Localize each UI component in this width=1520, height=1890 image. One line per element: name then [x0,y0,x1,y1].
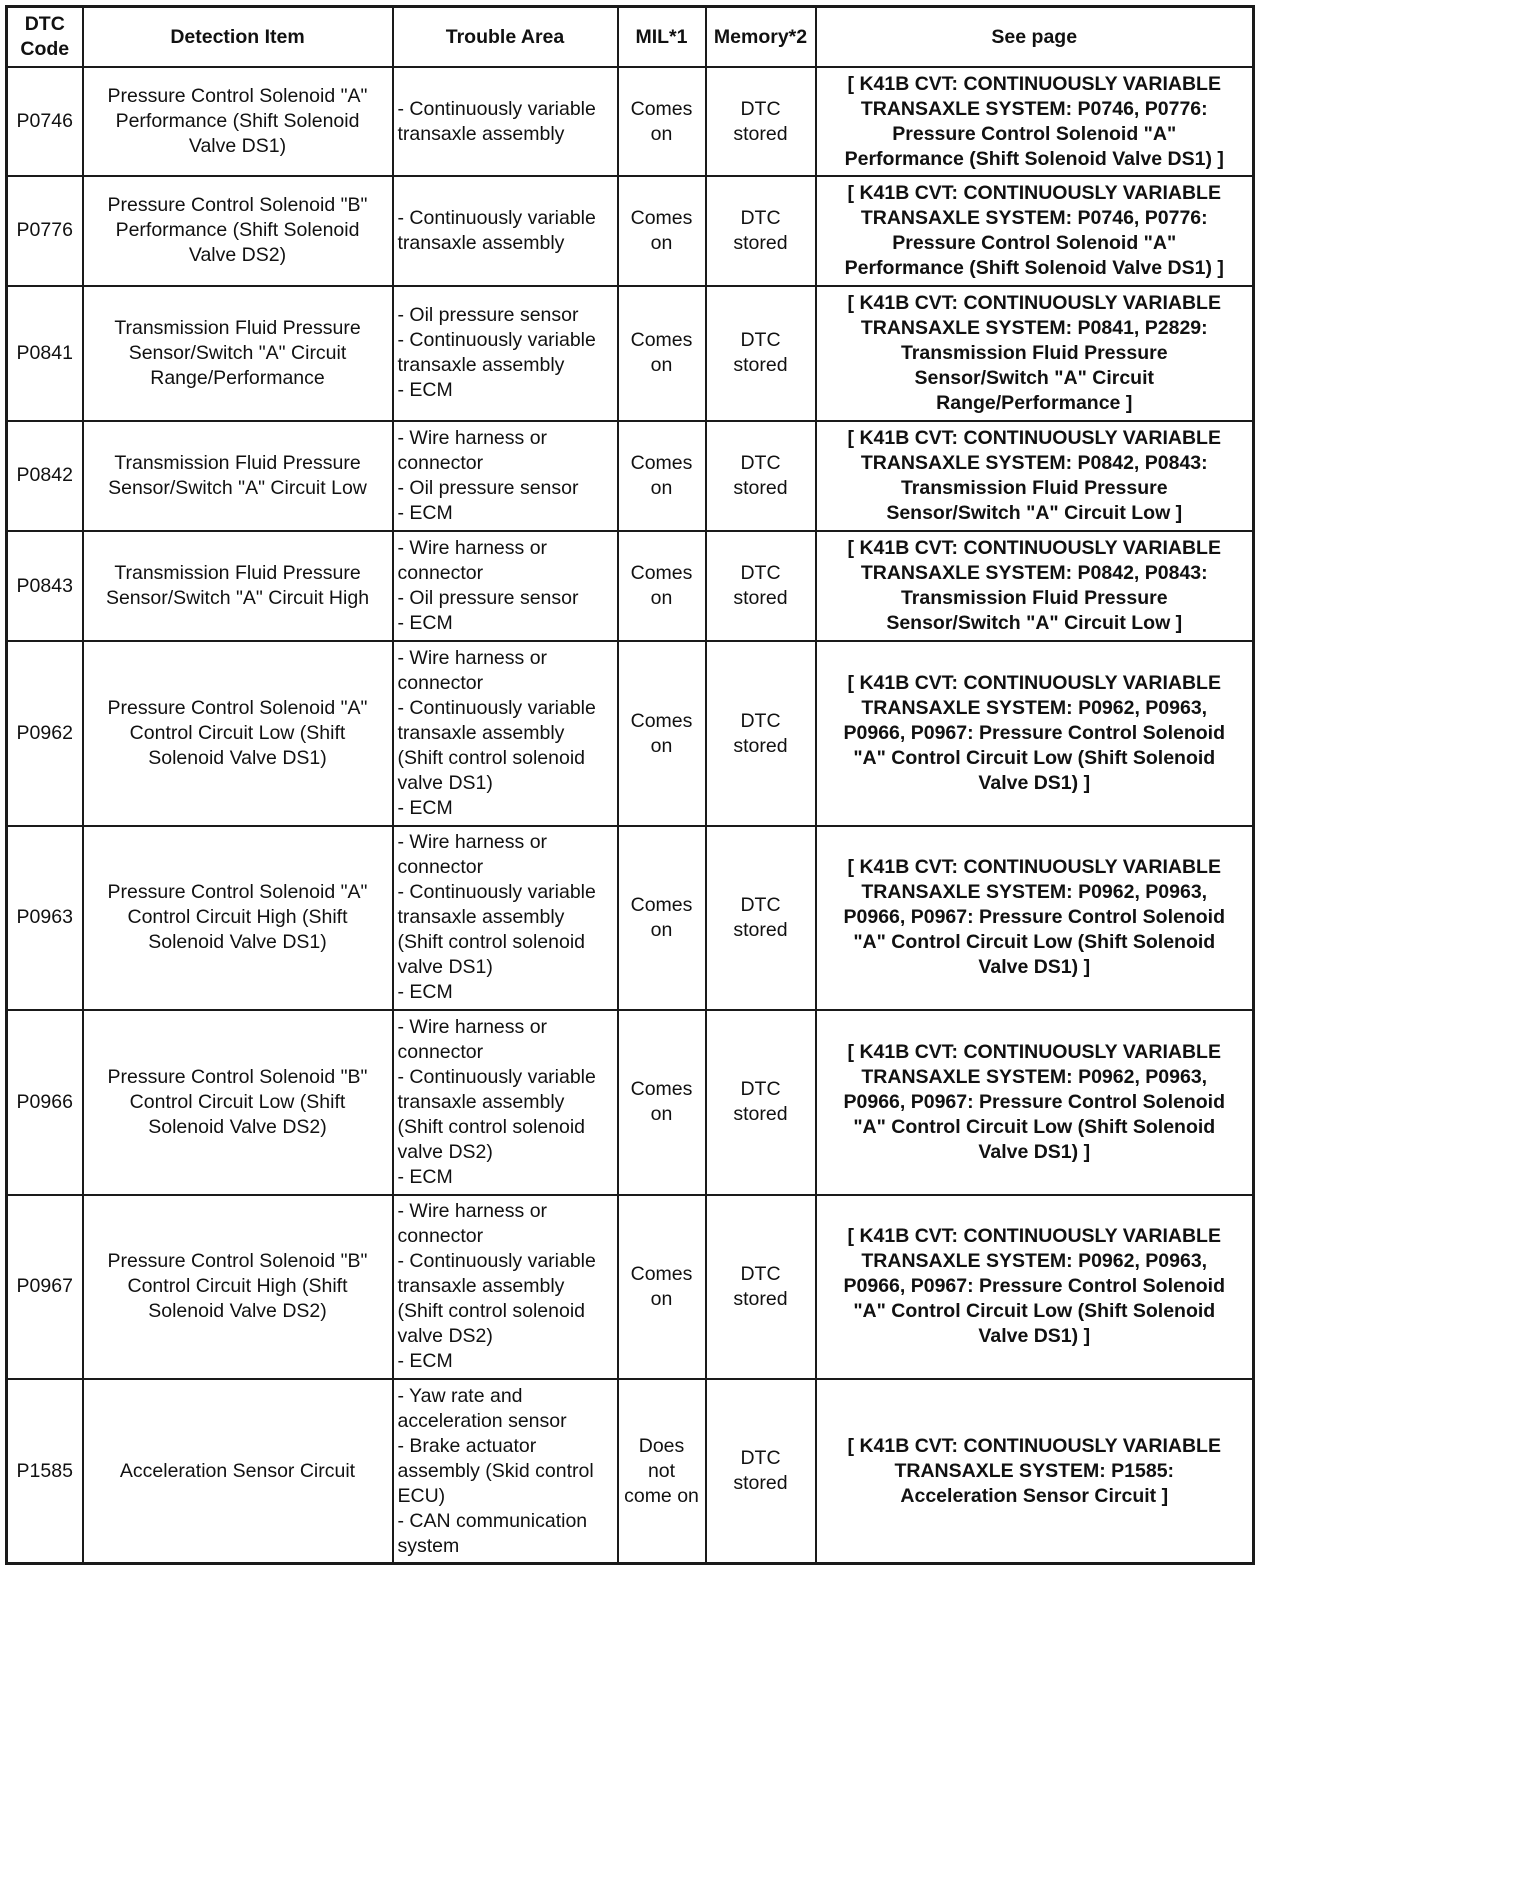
mil-cell-line: not [647,1459,676,1482]
see-page-cell-line: "A" Control Circuit Low (Shift Solenoid [853,931,1216,954]
see-page-cell-line: P0966, P0967: Pressure Control Solenoid [843,1090,1225,1113]
mil-cell-line: Comes [630,562,693,585]
trouble-area-cell-line: transaxle assembly [397,722,565,745]
detection-item-cell [83,1379,393,1564]
memory-cell [706,1379,816,1564]
detection-item-cell-line: Performance (Shift Solenoid [115,219,360,242]
see-page-cell [816,286,1254,421]
mil-cell [618,641,706,825]
memory-cell [706,421,816,531]
header-dtc-code-line-1: DTC [24,13,65,35]
header-detection-item: Detection Item [83,7,393,68]
trouble-area-cell-line: ECU) [397,1484,446,1507]
detection-item-cell-line: Pressure Control Solenoid "B" [107,1065,368,1088]
dtc-code-cell: P0967 [7,1195,83,1379]
mil-cell-line: on [650,734,673,757]
trouble-area-cell-line: - Wire harness or [397,831,548,854]
see-page-cell-line: "A" Control Circuit Low (Shift Solenoid [853,1115,1216,1138]
table-row [7,641,1254,825]
table-row [7,1379,1254,1564]
memory-cell [706,176,816,285]
see-page-cell-line: P0966, P0967: Pressure Control Solenoid [843,722,1225,745]
detection-item-cell-line: Solenoid Valve DS1) [148,931,327,954]
mil-cell [618,67,706,176]
trouble-area-cell-line: valve DS1) [397,956,493,979]
detection-item-cell-line: Sensor/Switch "A" Circuit Low [108,476,367,499]
memory-cell [706,531,816,641]
see-page-cell-line: Range/Performance ] [936,391,1133,414]
see-page-cell-line: P0966, P0967: Pressure Control Solenoid [843,1275,1225,1298]
mil-cell-line: Comes [630,329,693,352]
memory-cell [706,67,816,176]
detection-item-cell-line: Transmission Fluid Pressure [114,316,361,339]
trouble-area-cell-line: transaxle assembly [397,1090,565,1113]
detection-item-cell [83,1195,393,1379]
detection-item-cell-line: Solenoid Valve DS2) [148,1300,327,1323]
trouble-area-cell-line: - ECM [397,612,453,635]
see-page-cell-line: Sensor/Switch "A" Circuit Low ] [886,501,1183,524]
detection-item-cell-line: Transmission Fluid Pressure [114,562,361,585]
trouble-area-cell-line: (Shift control solenoid [397,1300,586,1323]
trouble-area-cell-line: - Continuously variable [397,1250,596,1273]
dtc-code-cell: P0962 [7,641,83,825]
trouble-area-cell [393,176,618,285]
mil-cell-line: Comes [630,1262,693,1285]
see-page-cell-line: Transmission Fluid Pressure [900,587,1168,610]
trouble-area-cell-line: - Oil pressure sensor [397,476,579,499]
memory-cell [706,1010,816,1194]
memory-cell-line: DTC [740,562,781,585]
see-page-cell [816,826,1254,1010]
trouble-area-cell-line: - Wire harness or [397,1015,548,1038]
trouble-area-cell-line: connector [397,856,484,879]
memory-cell-line: stored [733,1287,788,1310]
header-dtc-code [7,7,83,68]
trouble-area-cell-line: - Oil pressure sensor [397,304,579,327]
mil-cell-line: Comes [630,709,693,732]
header-see-page: See page [816,7,1254,68]
mil-cell-line: on [650,354,673,377]
trouble-area-cell-line: valve DS1) [397,772,493,795]
trouble-area-cell-line: valve DS2) [397,1140,493,1163]
trouble-area-cell [393,641,618,825]
header-mil: MIL*1 [618,7,706,68]
mil-cell-line: come on [624,1484,699,1507]
mil-cell [618,286,706,421]
mil-cell-line: on [650,231,673,254]
trouble-area-cell [393,531,618,641]
detection-item-cell-line: Valve DS2) [188,244,287,267]
memory-cell-line: stored [733,231,788,254]
mil-cell-line: Comes [630,97,693,120]
memory-cell [706,826,816,1010]
trouble-area-cell-line: - Continuously variable [397,697,596,720]
memory-cell-line: DTC [740,709,781,732]
trouble-area-cell-line: connector [397,672,484,695]
trouble-area-cell-line: - Yaw rate and [397,1384,523,1407]
see-page-cell-line: [ K41B CVT: CONTINUOUSLY VARIABLE [847,1434,1221,1457]
memory-cell-line: DTC [740,1078,781,1101]
dtc-code-cell: P0776 [7,176,83,285]
trouble-area-cell-line: - ECM [397,1350,453,1373]
trouble-area-cell [393,421,618,531]
detection-item-cell-line: Pressure Control Solenoid "A" [107,881,368,904]
trouble-area-cell-line: (Shift control solenoid [397,931,586,954]
dtc-code-cell: P0966 [7,1010,83,1194]
trouble-area-cell [393,1195,618,1379]
see-page-cell-line: "A" Control Circuit Low (Shift Solenoid [853,747,1216,770]
see-page-cell-line: TRANSAXLE SYSTEM: P0746, P0776: [860,97,1208,120]
see-page-cell-line: [ K41B CVT: CONTINUOUSLY VARIABLE [847,1225,1221,1248]
memory-cell-line: DTC [740,206,781,229]
memory-cell-line: stored [733,918,788,941]
memory-cell-line: DTC [740,451,781,474]
trouble-area-cell-line: - Brake actuator [397,1434,537,1457]
see-page-cell-line: [ K41B CVT: CONTINUOUSLY VARIABLE [847,672,1221,695]
trouble-area-cell-line: - Oil pressure sensor [397,587,579,610]
trouble-area-cell-line: - Continuously variable [397,97,596,120]
memory-cell-line: stored [733,476,788,499]
see-page-cell [816,1010,1254,1194]
see-page-cell-line: Pressure Control Solenoid "A" [892,231,1177,254]
memory-cell-line: DTC [740,329,781,352]
see-page-cell [816,176,1254,285]
mil-cell [618,531,706,641]
trouble-area-cell-line: transaxle assembly [397,122,565,145]
table-row [7,1195,1254,1379]
header-dtc-code-line-2: Code [20,38,70,60]
see-page-cell-line: Transmission Fluid Pressure [900,476,1168,499]
dtc-table [5,5,1255,1565]
trouble-area-cell-line: connector [397,1040,484,1063]
trouble-area-cell-line: valve DS2) [397,1325,493,1348]
memory-cell [706,286,816,421]
detection-item-cell [83,1010,393,1194]
detection-item-cell-line: Performance (Shift Solenoid [115,110,360,133]
trouble-area-cell-line: assembly (Skid control [397,1459,594,1482]
see-page-cell-line: [ K41B CVT: CONTINUOUSLY VARIABLE [847,72,1221,95]
trouble-area-cell-line: - ECM [397,501,453,524]
trouble-area-cell-line: transaxle assembly [397,906,565,929]
see-page-cell [816,1379,1254,1564]
table-row [7,421,1254,531]
see-page-cell-line: Performance (Shift Solenoid Valve DS1) ] [844,256,1224,279]
table-header-row [7,7,1254,68]
memory-cell-line: stored [733,354,788,377]
see-page-cell [816,641,1254,825]
table-row [7,826,1254,1010]
see-page-cell-line: TRANSAXLE SYSTEM: P0841, P2829: [860,316,1208,339]
trouble-area-cell-line: connector [397,1225,484,1248]
see-page-cell-line: "A" Control Circuit Low (Shift Solenoid [853,1300,1216,1323]
see-page-cell-line: TRANSAXLE SYSTEM: P0962, P0963, [861,881,1208,904]
trouble-area-cell [393,286,618,421]
memory-cell [706,1195,816,1379]
see-page-cell-line: [ K41B CVT: CONTINUOUSLY VARIABLE [847,426,1221,449]
detection-item-cell-line: Solenoid Valve DS1) [148,747,327,770]
table-row [7,286,1254,421]
mil-cell-line: on [650,587,673,610]
dtc-code-cell: P0842 [7,421,83,531]
see-page-cell-line: TRANSAXLE SYSTEM: P0746, P0776: [860,206,1208,229]
detection-item-cell-line: Range/Performance [150,366,325,389]
trouble-area-cell-line: - Wire harness or [397,1200,548,1223]
header-trouble-area: Trouble Area [393,7,618,68]
table-body [7,67,1254,1564]
table-row [7,67,1254,176]
trouble-area-cell-line: transaxle assembly [397,1275,565,1298]
mil-cell-line: on [650,1103,673,1126]
detection-item-cell-line: Sensor/Switch "A" Circuit High [105,587,370,610]
see-page-cell-line: Transmission Fluid Pressure [900,341,1168,364]
trouble-area-cell-line: connector [397,562,484,585]
mil-cell [618,826,706,1010]
mil-cell-line: Does [638,1434,685,1457]
table-row [7,1010,1254,1194]
mil-cell-line: Comes [630,1078,693,1101]
mil-cell [618,1010,706,1194]
trouble-area-cell [393,826,618,1010]
see-page-cell-line: Valve DS1) ] [978,1325,1091,1348]
see-page-cell-line: Valve DS1) ] [978,1140,1091,1163]
trouble-area-cell-line: connector [397,451,484,474]
detection-item-cell-line: Solenoid Valve DS2) [148,1115,327,1138]
see-page-cell-line: Acceleration Sensor Circuit ] [900,1484,1169,1507]
memory-cell-line: DTC [740,1262,781,1285]
trouble-area-cell-line: - ECM [397,797,453,820]
table-row [7,531,1254,641]
see-page-cell-line: TRANSAXLE SYSTEM: P1585: [894,1459,1175,1482]
detection-item-cell-line: Pressure Control Solenoid "B" [107,1250,368,1273]
trouble-area-cell-line: - Wire harness or [397,647,548,670]
see-page-cell-line: P0966, P0967: Pressure Control Solenoid [843,906,1225,929]
table-row [7,176,1254,285]
mil-cell-line: on [650,476,673,499]
detection-item-cell [83,176,393,285]
trouble-area-cell-line: transaxle assembly [397,354,565,377]
see-page-cell-line: Performance (Shift Solenoid Valve DS1) ] [844,147,1224,170]
detection-item-cell [83,641,393,825]
see-page-cell-line: Valve DS1) ] [978,772,1091,795]
detection-item-cell-line: Pressure Control Solenoid "A" [107,85,368,108]
mil-cell-line: Comes [630,893,693,916]
memory-cell-line: stored [733,1472,788,1494]
see-page-cell-line: TRANSAXLE SYSTEM: P0842, P0843: [860,562,1208,585]
detection-item-cell-line: Transmission Fluid Pressure [114,451,361,474]
see-page-cell-line: Pressure Control Solenoid "A" [892,122,1177,145]
dtc-code-cell: P0843 [7,531,83,641]
dtc-code-cell: P0746 [7,67,83,176]
detection-item-cell [83,421,393,531]
trouble-area-cell-line: - Continuously variable [397,206,596,229]
detection-item-cell-line: Control Circuit High (Shift [127,906,348,929]
mil-cell-line: on [650,1287,673,1310]
trouble-area-cell-line: - Continuously variable [397,1065,596,1088]
memory-cell [706,641,816,825]
mil-cell [618,1379,706,1564]
header-memory: Memory*2 [706,7,816,68]
see-page-cell-line: Sensor/Switch "A" Circuit [914,366,1155,389]
memory-cell-line: stored [733,122,788,145]
see-page-cell-line: [ K41B CVT: CONTINUOUSLY VARIABLE [847,537,1221,560]
dtc-code-cell: P0841 [7,286,83,421]
detection-item-cell [83,286,393,421]
mil-cell [618,176,706,285]
detection-item-cell-line: Acceleration Sensor Circuit [119,1459,356,1482]
detection-item-cell-line: Pressure Control Solenoid "A" [107,697,368,720]
memory-cell-line: stored [733,587,788,610]
mil-cell-line: Comes [630,451,693,474]
trouble-area-cell-line: acceleration sensor [397,1409,567,1432]
see-page-cell-line: TRANSAXLE SYSTEM: P0962, P0963, [861,1250,1208,1273]
see-page-cell-line: [ K41B CVT: CONTINUOUSLY VARIABLE [847,291,1221,314]
detection-item-cell [83,531,393,641]
memory-cell-line: stored [733,734,788,757]
trouble-area-cell-line: (Shift control solenoid [397,1115,586,1138]
trouble-area-cell [393,1010,618,1194]
trouble-area-cell-line: - ECM [397,981,453,1004]
see-page-cell-line: TRANSAXLE SYSTEM: P0962, P0963, [861,1065,1208,1088]
detection-item-cell [83,826,393,1010]
see-page-cell-line: TRANSAXLE SYSTEM: P0962, P0963, [861,697,1208,720]
detection-item-cell-line: Pressure Control Solenoid "B" [107,194,368,217]
see-page-cell [816,1195,1254,1379]
mil-cell [618,421,706,531]
trouble-area-cell-line: - ECM [397,1165,453,1188]
dtc-code-cell: P0963 [7,826,83,1010]
trouble-area-cell-line: - Wire harness or [397,537,548,560]
see-page-cell-line: [ K41B CVT: CONTINUOUSLY VARIABLE [847,1040,1221,1063]
detection-item-cell-line: Control Circuit Low (Shift [129,722,346,745]
memory-cell-line: stored [733,1103,788,1126]
trouble-area-cell [393,1379,618,1564]
trouble-area-cell-line: system [397,1534,460,1557]
trouble-area-cell-line: - Continuously variable [397,881,596,904]
trouble-area-cell-line: - Wire harness or [397,426,548,449]
mil-cell-line: Comes [630,206,693,229]
detection-item-cell-line: Valve DS1) [188,135,287,158]
trouble-area-cell [393,67,618,176]
detection-item-cell-line: Control Circuit High (Shift [127,1275,348,1298]
detection-item-cell [83,67,393,176]
see-page-cell-line: [ K41B CVT: CONTINUOUSLY VARIABLE [847,856,1221,879]
mil-cell-line: on [650,122,673,145]
trouble-area-cell-line: - ECM [397,379,453,402]
mil-cell-line: on [650,918,673,941]
see-page-cell-line: [ K41B CVT: CONTINUOUSLY VARIABLE [847,181,1221,204]
see-page-cell-line: TRANSAXLE SYSTEM: P0842, P0843: [860,451,1208,474]
trouble-area-cell-line: transaxle assembly [397,231,565,254]
trouble-area-cell-line: (Shift control solenoid [397,747,586,770]
dtc-code-cell: P1585 [7,1379,83,1564]
memory-cell-line: DTC [740,893,781,916]
see-page-cell [816,421,1254,531]
detection-item-cell-line: Sensor/Switch "A" Circuit [128,341,347,364]
memory-cell-line: DTC [740,1447,781,1469]
detection-item-cell-line: Control Circuit Low (Shift [129,1090,346,1113]
see-page-cell-line: Sensor/Switch "A" Circuit Low ] [886,612,1183,635]
trouble-area-cell-line: - Continuously variable [397,329,596,352]
memory-cell-line: DTC [740,97,781,120]
see-page-cell-line: Valve DS1) ] [978,956,1091,979]
trouble-area-cell-line: - CAN communication [397,1509,588,1532]
mil-cell [618,1195,706,1379]
see-page-cell [816,531,1254,641]
see-page-cell [816,67,1254,176]
